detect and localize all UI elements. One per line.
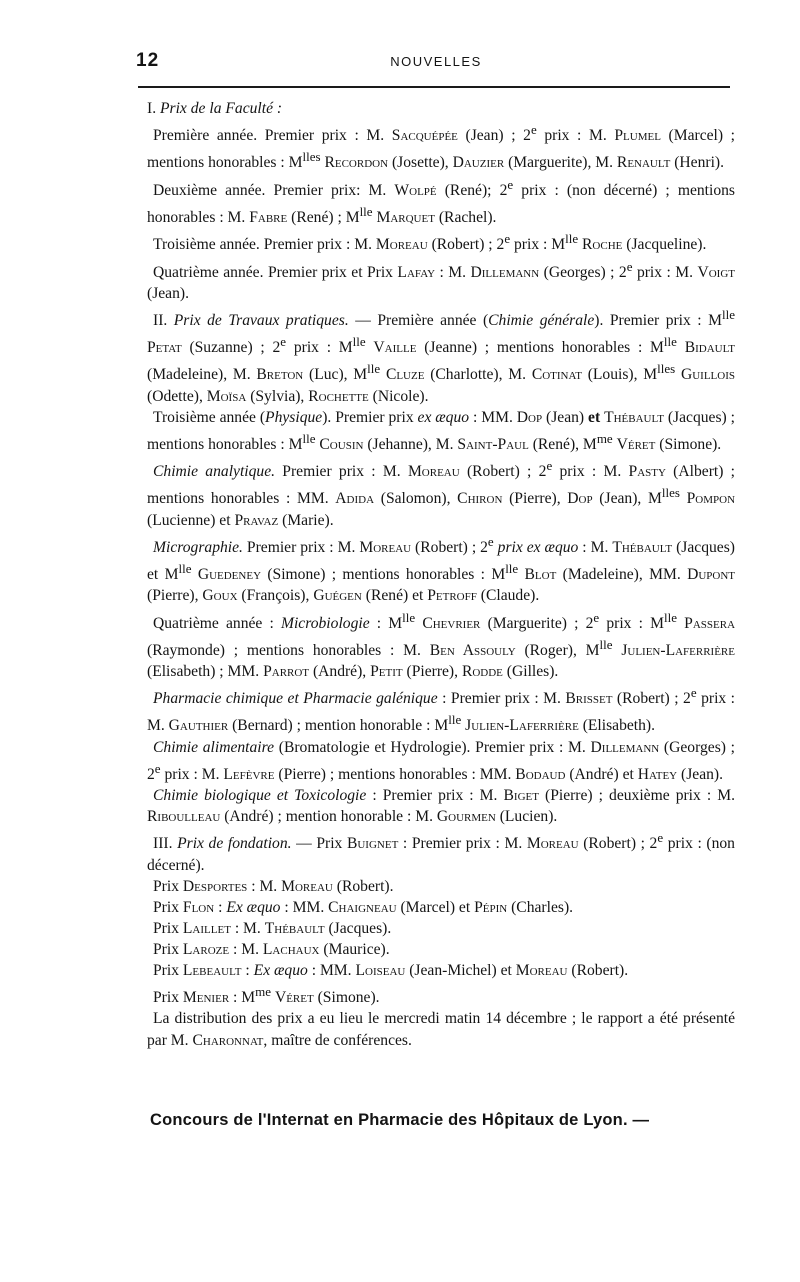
paragraph-pharmacie: Pharmacie chimique et Pharmacie galénique : Premier prix : M. Brisset (Robert) ; 2e prix : M. Gauthier (Bernard) ; mention honorable : $M^{lle}$ Julien-Laferrière (Elisabeth). — [147, 685, 736, 735]
paragraph-troisieme-annee: Troisième année. Premier prix : M. Moreau (Robert) ; 2e prix : $M^{lle}$ Roche (Jacqueline). — [153, 231, 707, 254]
paragraph-prix-flon: Prix Flon : Ex æquo : MM. Chaigneau (Marcel) et Pépin (Charles). — [153, 898, 574, 916]
paragraph-prix-lebeault: Prix Lebeault : Ex æquo : MM. Loiseau (Jean-Michel) et Moreau (Robert). — [153, 962, 629, 980]
paragraph-prix-menier: Prix Menier : $M^{me}$ Véret (Simone). — [153, 984, 380, 1007]
paragraph-microbiologie: Quatrième année : Microbiologie : $M^{lle}$ Chevrier (Marguerite) ; 2e prix : $M^{lle}$ Passera (Raymonde) ; mentions honorables : M. Ben Assouly (Roger), $M^{lle}$ Julien-Laferrière (Elisabeth) ; MM. Parrot (André), Petit (Pierre), Rodde (Gilles). — [147, 609, 736, 681]
paragraph-prix-fondation: III. Prix de fondation. — Prix Buignet : Premier prix : M. Moreau (Robert) ; 2e prix : (non décerné). — [147, 830, 735, 874]
running-title: NOUVELLES — [390, 54, 482, 69]
page-header — [136, 50, 736, 74]
section-heading-faculte: I. Prix de la Faculté : — [147, 100, 283, 117]
paragraph-prix-laillet: Prix Laillet : M. Thébault (Jacques). — [153, 919, 392, 937]
paragraph-prix-laroze: Prix Laroze : M. Lachaux (Maurice). — [153, 940, 390, 958]
page-number: 12 — [136, 50, 160, 71]
paragraph-premiere-annee: Première année. Premier prix : M. Sacquépée (Jean) ; 2e prix : M. Plumel (Marcel) ; mentions honorables : $M^{lles}$ Recordon (Josette), Dauzier (Marguerite), M. Renault (Henri). — [147, 122, 736, 172]
paragraph-chimie-biologique: Chimie biologique et Toxicologie : Premier prix : M. Biget (Pierre) ; deuxième prix : M. Riboulleau (André) ; mention honorable : M. Gourmen (Lucien). — [147, 787, 735, 826]
paragraph-chimie-analytique: Chimie analytique. Premier prix : M. Moreau (Robert) ; 2e prix : M. Pasty (Albert) ; mentions honorables : MM. Adida (Salomon), Chiron (Pierre), Dop (Jean), $M^{lles}$ Pompon (Lucienne) et Pravaz (Marie). — [147, 458, 736, 529]
paragraph-travaux-pratiques: II. Prix de Travaux pratiques. — Première année (Chimie générale). Premier prix : $M^{lle}$ Petat (Suzanne) ; 2e prix : $M^{lle}$ Vaille (Jeanne) ; mentions honorables : $M^{lle}$ Bidault (Madeleine), M. Breton (Luc), $M^{lle}$ Cluze (Charlotte), M. Cotinat (Louis), $M^{lles}$ Guillois (Odette), Moïsa (Sylvia), Rochette (Nicole). — [147, 306, 736, 405]
header-rule — [138, 86, 730, 88]
paragraph-distribution: La distribution des prix a eu lieu le mercredi matin 14 décembre ; le rapport a été présenté par M. Charonnat, maître de conférences. — [147, 1010, 735, 1049]
paragraph-prix-desportes: Prix Desportes : M. Moreau (Robert). — [153, 877, 394, 895]
document-body — [147, 98, 735, 1051]
paragraph-physique: Troisième année (Physique). Premier prix ex æquo : MM. Dop (Jean) et Thébault (Jacques) ; mentions honorables : $M^{lle}$ Cousin (Jehanne), M. Saint-Paul (René), $M^{me}$ Véret (Simone). — [147, 408, 735, 454]
paragraph-deuxieme-annee: Deuxième année. Premier prix: M. Wolpé (René); 2e prix : (non décerné) ; mentions honorables : M. Fabre (René) ; $M^{lle}$ Marquet (Rachel). — [147, 176, 735, 227]
paragraph-micrographie: Micrographie. Premier prix : M. Moreau (Robert) ; 2e prix ex æquo : M. Thébault (Jacques) et $M^{lle}$ Guedeney (Simone) ; mentions honorables : $M^{lle}$ Blot (Madeleine), MM. Dupont (Pierre), Goux (François), Guégen (René) et Petroff (Claude). — [147, 533, 735, 605]
paragraph-quatrieme-annee: Quatrième année. Premier prix et Prix Lafay : M. Dillemann (Georges) ; 2e prix : M. Voigt (Jean). — [147, 258, 736, 302]
concours-heading: Concours de l'Internat en Pharmacie des Hôpitaux de Lyon. — — [150, 1111, 650, 1129]
paragraph-chimie-alimentaire: Chimie alimentaire (Bromatologie et Hydrologie). Premier prix : M. Dillemann (Georges) ; 2e prix : M. Lefèvre (Pierre) ; mentions honorables : MM. Bodaud (André) et Hatey (Jean). — [147, 738, 736, 783]
